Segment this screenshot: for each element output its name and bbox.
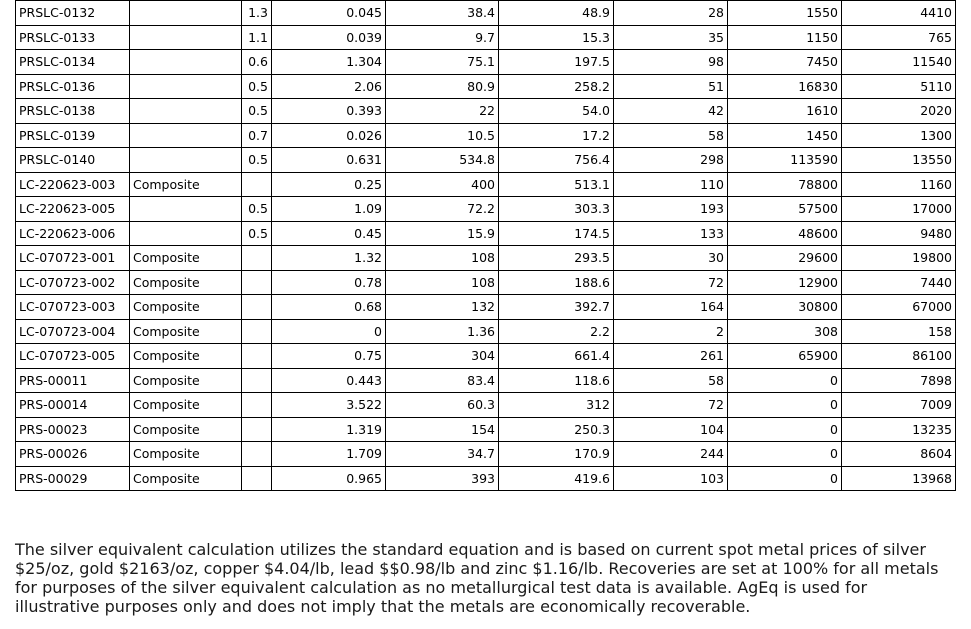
value-cell-4: 58 xyxy=(614,123,728,148)
value-cell-5: 78800 xyxy=(728,172,842,197)
value-cell-2: 154 xyxy=(386,417,499,442)
value-cell-1: 1.304 xyxy=(272,50,386,75)
value-cell-1: 0.965 xyxy=(272,466,386,491)
hole-id-cell: PRSLC-0136 xyxy=(16,74,130,99)
width-cell: 0.5 xyxy=(242,221,272,246)
value-cell-6: 158 xyxy=(842,319,956,344)
sample-type-cell: Composite xyxy=(130,319,242,344)
value-cell-6: 67000 xyxy=(842,295,956,320)
hole-id-cell: LC-070723-002 xyxy=(16,270,130,295)
value-cell-3: 756.4 xyxy=(499,148,614,173)
table-row xyxy=(16,221,956,246)
value-cell-1: 1.709 xyxy=(272,442,386,467)
value-cell-4: 133 xyxy=(614,221,728,246)
table-row xyxy=(16,417,956,442)
value-cell-4: 72 xyxy=(614,270,728,295)
value-cell-4: 2 xyxy=(614,319,728,344)
value-cell-1: 0.026 xyxy=(272,123,386,148)
value-cell-2: 1.36 xyxy=(386,319,499,344)
value-cell-4: 30 xyxy=(614,246,728,271)
table-row xyxy=(16,319,956,344)
value-cell-2: 22 xyxy=(386,99,499,124)
value-cell-4: 28 xyxy=(614,1,728,26)
table-row xyxy=(16,197,956,222)
hole-id-cell: LC-220623-003 xyxy=(16,172,130,197)
value-cell-6: 765 xyxy=(842,25,956,50)
value-cell-1: 1.319 xyxy=(272,417,386,442)
width-cell xyxy=(242,172,272,197)
value-cell-2: 75.1 xyxy=(386,50,499,75)
value-cell-1: 2.06 xyxy=(272,74,386,99)
value-cell-5: 29600 xyxy=(728,246,842,271)
table-row xyxy=(16,246,956,271)
sample-type-cell: Composite xyxy=(130,442,242,467)
hole-id-cell: PRSLC-0139 xyxy=(16,123,130,148)
silver-equivalent-footnote: The silver equivalent calculation utilizes the standard equation and is based on current spot metal prices of silver $25/oz, gold $2163/oz, copper $4.04/lb, lead $$0.98/lb and zinc $1.16/lb. Recoveries are set at 100% for all metals for purposes of the silver equivalent calculation as no metallurgical test data is available. AgEq is used for illustrative purposes only and does not imply that the metals are economically recoverable. xyxy=(15,540,939,616)
table-row xyxy=(16,123,956,148)
hole-id-cell: LC-220623-006 xyxy=(16,221,130,246)
value-cell-2: 132 xyxy=(386,295,499,320)
value-cell-4: 42 xyxy=(614,99,728,124)
value-cell-1: 0.45 xyxy=(272,221,386,246)
value-cell-3: 293.5 xyxy=(499,246,614,271)
value-cell-6: 13235 xyxy=(842,417,956,442)
hole-id-cell: LC-070723-001 xyxy=(16,246,130,271)
table-row xyxy=(16,172,956,197)
hole-id-cell: LC-070723-003 xyxy=(16,295,130,320)
sample-type-cell: Composite xyxy=(130,344,242,369)
width-cell xyxy=(242,466,272,491)
value-cell-3: 250.3 xyxy=(499,417,614,442)
sample-type-cell: Composite xyxy=(130,417,242,442)
table-row xyxy=(16,442,956,467)
value-cell-1: 0.78 xyxy=(272,270,386,295)
sample-type-cell: Composite xyxy=(130,295,242,320)
hole-id-cell: PRSLC-0133 xyxy=(16,25,130,50)
hole-id-cell: LC-070723-004 xyxy=(16,319,130,344)
value-cell-4: 98 xyxy=(614,50,728,75)
value-cell-5: 0 xyxy=(728,393,842,418)
value-cell-1: 0 xyxy=(272,319,386,344)
hole-id-cell: PRSLC-0138 xyxy=(16,99,130,124)
value-cell-4: 35 xyxy=(614,25,728,50)
value-cell-3: 312 xyxy=(499,393,614,418)
value-cell-2: 10.5 xyxy=(386,123,499,148)
sample-type-cell xyxy=(130,221,242,246)
assay-results-table xyxy=(15,0,956,491)
hole-id-cell: PRS-00014 xyxy=(16,393,130,418)
width-cell xyxy=(242,319,272,344)
value-cell-1: 0.25 xyxy=(272,172,386,197)
width-cell: 0.5 xyxy=(242,197,272,222)
value-cell-6: 7009 xyxy=(842,393,956,418)
value-cell-1: 3.522 xyxy=(272,393,386,418)
value-cell-4: 164 xyxy=(614,295,728,320)
table-row xyxy=(16,74,956,99)
value-cell-4: 244 xyxy=(614,442,728,467)
value-cell-5: 0 xyxy=(728,442,842,467)
value-cell-6: 7898 xyxy=(842,368,956,393)
value-cell-3: 48.9 xyxy=(499,1,614,26)
width-cell xyxy=(242,246,272,271)
width-cell xyxy=(242,417,272,442)
value-cell-5: 12900 xyxy=(728,270,842,295)
hole-id-cell: PRS-00023 xyxy=(16,417,130,442)
value-cell-3: 392.7 xyxy=(499,295,614,320)
value-cell-2: 108 xyxy=(386,246,499,271)
value-cell-6: 17000 xyxy=(842,197,956,222)
value-cell-6: 11540 xyxy=(842,50,956,75)
value-cell-3: 661.4 xyxy=(499,344,614,369)
sample-type-cell xyxy=(130,99,242,124)
sample-type-cell xyxy=(130,1,242,26)
value-cell-5: 65900 xyxy=(728,344,842,369)
value-cell-4: 72 xyxy=(614,393,728,418)
width-cell xyxy=(242,368,272,393)
hole-id-cell: PRSLC-0140 xyxy=(16,148,130,173)
sample-type-cell xyxy=(130,148,242,173)
value-cell-1: 1.32 xyxy=(272,246,386,271)
value-cell-5: 30800 xyxy=(728,295,842,320)
value-cell-6: 2020 xyxy=(842,99,956,124)
hole-id-cell: LC-220623-005 xyxy=(16,197,130,222)
table-row xyxy=(16,368,956,393)
value-cell-3: 419.6 xyxy=(499,466,614,491)
table-row xyxy=(16,99,956,124)
table-row xyxy=(16,295,956,320)
value-cell-2: 304 xyxy=(386,344,499,369)
value-cell-3: 54.0 xyxy=(499,99,614,124)
table-row xyxy=(16,393,956,418)
width-cell: 0.7 xyxy=(242,123,272,148)
value-cell-1: 0.631 xyxy=(272,148,386,173)
width-cell: 0.5 xyxy=(242,148,272,173)
value-cell-4: 193 xyxy=(614,197,728,222)
value-cell-2: 80.9 xyxy=(386,74,499,99)
width-cell xyxy=(242,442,272,467)
value-cell-2: 9.7 xyxy=(386,25,499,50)
table-row xyxy=(16,50,956,75)
value-cell-2: 83.4 xyxy=(386,368,499,393)
sample-type-cell: Composite xyxy=(130,368,242,393)
value-cell-2: 38.4 xyxy=(386,1,499,26)
value-cell-6: 13968 xyxy=(842,466,956,491)
value-cell-1: 0.039 xyxy=(272,25,386,50)
sample-type-cell xyxy=(130,123,242,148)
value-cell-3: 170.9 xyxy=(499,442,614,467)
width-cell: 1.1 xyxy=(242,25,272,50)
value-cell-3: 197.5 xyxy=(499,50,614,75)
value-cell-6: 4410 xyxy=(842,1,956,26)
table-row xyxy=(16,148,956,173)
value-cell-1: 0.68 xyxy=(272,295,386,320)
value-cell-4: 51 xyxy=(614,74,728,99)
value-cell-5: 0 xyxy=(728,466,842,491)
value-cell-3: 303.3 xyxy=(499,197,614,222)
value-cell-1: 1.09 xyxy=(272,197,386,222)
sample-type-cell: Composite xyxy=(130,172,242,197)
value-cell-5: 0 xyxy=(728,368,842,393)
width-cell xyxy=(242,295,272,320)
value-cell-4: 110 xyxy=(614,172,728,197)
value-cell-3: 2.2 xyxy=(499,319,614,344)
value-cell-2: 34.7 xyxy=(386,442,499,467)
width-cell xyxy=(242,344,272,369)
sample-type-cell: Composite xyxy=(130,393,242,418)
value-cell-4: 261 xyxy=(614,344,728,369)
value-cell-3: 17.2 xyxy=(499,123,614,148)
value-cell-6: 1300 xyxy=(842,123,956,148)
value-cell-5: 308 xyxy=(728,319,842,344)
width-cell: 1.3 xyxy=(242,1,272,26)
hole-id-cell: PRSLC-0132 xyxy=(16,1,130,26)
value-cell-5: 16830 xyxy=(728,74,842,99)
width-cell xyxy=(242,270,272,295)
value-cell-6: 19800 xyxy=(842,246,956,271)
value-cell-4: 104 xyxy=(614,417,728,442)
value-cell-4: 298 xyxy=(614,148,728,173)
value-cell-5: 1550 xyxy=(728,1,842,26)
value-cell-2: 393 xyxy=(386,466,499,491)
value-cell-5: 1150 xyxy=(728,25,842,50)
table-row xyxy=(16,25,956,50)
value-cell-5: 0 xyxy=(728,417,842,442)
value-cell-2: 15.9 xyxy=(386,221,499,246)
sample-type-cell: Composite xyxy=(130,270,242,295)
table-row xyxy=(16,270,956,295)
value-cell-6: 9480 xyxy=(842,221,956,246)
value-cell-5: 1450 xyxy=(728,123,842,148)
value-cell-3: 188.6 xyxy=(499,270,614,295)
value-cell-6: 86100 xyxy=(842,344,956,369)
value-cell-3: 174.5 xyxy=(499,221,614,246)
value-cell-5: 7450 xyxy=(728,50,842,75)
value-cell-2: 60.3 xyxy=(386,393,499,418)
value-cell-6: 7440 xyxy=(842,270,956,295)
width-cell: 0.5 xyxy=(242,74,272,99)
hole-id-cell: PRS-00029 xyxy=(16,466,130,491)
value-cell-2: 72.2 xyxy=(386,197,499,222)
value-cell-1: 0.045 xyxy=(272,1,386,26)
sample-type-cell: Composite xyxy=(130,466,242,491)
width-cell xyxy=(242,393,272,418)
value-cell-1: 0.75 xyxy=(272,344,386,369)
table-row xyxy=(16,344,956,369)
value-cell-5: 113590 xyxy=(728,148,842,173)
width-cell: 0.5 xyxy=(242,99,272,124)
sample-type-cell xyxy=(130,74,242,99)
value-cell-6: 5110 xyxy=(842,74,956,99)
value-cell-6: 13550 xyxy=(842,148,956,173)
value-cell-3: 15.3 xyxy=(499,25,614,50)
value-cell-3: 513.1 xyxy=(499,172,614,197)
value-cell-4: 103 xyxy=(614,466,728,491)
value-cell-6: 8604 xyxy=(842,442,956,467)
hole-id-cell: PRS-00011 xyxy=(16,368,130,393)
table-row xyxy=(16,1,956,26)
value-cell-3: 258.2 xyxy=(499,74,614,99)
value-cell-2: 108 xyxy=(386,270,499,295)
value-cell-6: 1160 xyxy=(842,172,956,197)
sample-type-cell xyxy=(130,50,242,75)
hole-id-cell: LC-070723-005 xyxy=(16,344,130,369)
value-cell-4: 58 xyxy=(614,368,728,393)
value-cell-1: 0.443 xyxy=(272,368,386,393)
value-cell-5: 57500 xyxy=(728,197,842,222)
width-cell: 0.6 xyxy=(242,50,272,75)
sample-type-cell xyxy=(130,25,242,50)
value-cell-5: 48600 xyxy=(728,221,842,246)
value-cell-3: 118.6 xyxy=(499,368,614,393)
value-cell-1: 0.393 xyxy=(272,99,386,124)
hole-id-cell: PRS-00026 xyxy=(16,442,130,467)
hole-id-cell: PRSLC-0134 xyxy=(16,50,130,75)
sample-type-cell: Composite xyxy=(130,246,242,271)
value-cell-2: 400 xyxy=(386,172,499,197)
value-cell-5: 1610 xyxy=(728,99,842,124)
sample-type-cell xyxy=(130,197,242,222)
value-cell-2: 534.8 xyxy=(386,148,499,173)
table-row xyxy=(16,466,956,491)
